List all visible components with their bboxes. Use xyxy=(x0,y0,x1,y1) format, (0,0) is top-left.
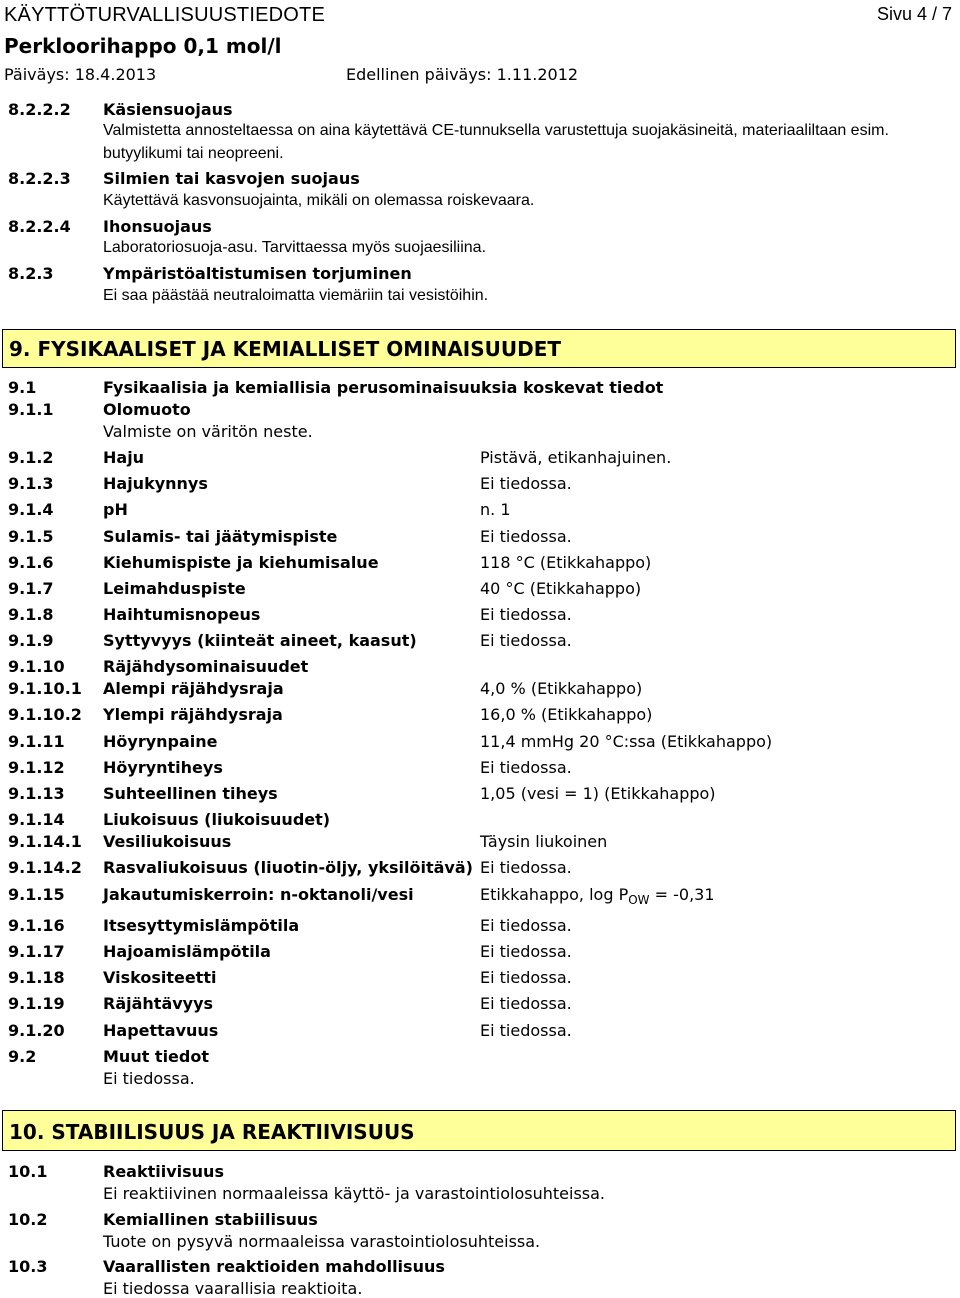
property-number: 9.1.5 xyxy=(8,527,54,546)
property-number: 9.1.17 xyxy=(8,942,65,961)
section-number: 10.3 xyxy=(8,1257,48,1276)
property-value: n. 1 xyxy=(480,500,511,519)
property-number: 9.1.9 xyxy=(8,631,54,650)
property-number: 9.1.14.1 xyxy=(8,832,82,851)
section-title: Reaktiivisuus xyxy=(103,1162,224,1181)
property-value: Ei tiedossa. xyxy=(480,527,572,546)
section-title: Ympäristöaltistumisen torjuminen xyxy=(103,264,412,283)
property-number: 9.1.13 xyxy=(8,784,65,803)
previous-revision-date: Edellinen päiväys: 1.11.2012 xyxy=(346,65,579,84)
property-number: 9.1.2 xyxy=(8,448,54,467)
property-label: Jakautumiskerroin: n-oktanoli/vesi xyxy=(103,885,414,904)
property-label: Syttyvyys (kiinteät aineet, kaasut) xyxy=(103,631,417,650)
property-number: 9.1.8 xyxy=(8,605,54,624)
section-heading: 9. FYSIKAALISET JA KEMIALLISET OMINAISUUDET xyxy=(9,337,562,361)
section-number: 8.2.3 xyxy=(8,264,54,283)
property-number: 9.1.3 xyxy=(8,474,54,493)
property-value: 1,05 (vesi = 1) (Etikkahappo) xyxy=(480,784,716,803)
product-name: Perkloorihappo 0,1 mol/l xyxy=(4,34,282,58)
section-number: 9.1 xyxy=(8,378,37,397)
property-label: Sulamis- tai jäätymispiste xyxy=(103,527,338,546)
section-heading: 10. STABIILISUUS JA REAKTIIVISUUS xyxy=(9,1120,415,1144)
property-value: 40 °C (Etikkahappo) xyxy=(480,579,642,598)
section-title: Olomuoto xyxy=(103,400,191,419)
property-value: Täysin liukoinen xyxy=(480,832,608,851)
property-number: 9.1.10.1 xyxy=(8,679,82,698)
section-text: Laboratoriosuoja-asu. Tarvittaessa myös suojaesiliina. xyxy=(103,239,487,256)
property-label: pH xyxy=(103,500,128,519)
property-value: Ei tiedossa. xyxy=(480,916,572,935)
property-value: 4,0 % (Etikkahappo) xyxy=(480,679,643,698)
property-label: Alempi räjähdysraja xyxy=(103,679,284,698)
property-label: Liukoisuus (liukoisuudet) xyxy=(103,810,331,829)
property-label: Räjähtävyys xyxy=(103,994,214,1013)
section-text: butyylikumi tai neopreeni. xyxy=(103,145,284,162)
logp-label: Etikkahappo, log P xyxy=(480,885,629,904)
section-title: Muut tiedot xyxy=(103,1047,209,1066)
section-title: Silmien tai kasvojen suojaus xyxy=(103,169,360,188)
property-value: Ei tiedossa. xyxy=(480,858,572,877)
property-label: Höyryntiheys xyxy=(103,758,223,777)
property-number: 9.1.14.2 xyxy=(8,858,82,877)
property-number: 9.1.15 xyxy=(8,885,65,904)
property-label: Itsesyttymislämpötila xyxy=(103,916,300,935)
property-label: Rasvaliukoisuus (liuotin-öljy, yksilöitävä) xyxy=(103,858,473,877)
property-value: Ei tiedossa. xyxy=(480,1021,572,1040)
property-value: 16,0 % (Etikkahappo) xyxy=(480,705,653,724)
property-label: Hapettavuus xyxy=(103,1021,219,1040)
property-number: 9.1.10 xyxy=(8,657,65,676)
property-value: Pistävä, etikanhajuinen. xyxy=(480,448,672,467)
section-9-heading-banner xyxy=(2,329,956,368)
logp-subscript: OW xyxy=(628,893,650,907)
property-label: Ylempi räjähdysraja xyxy=(103,705,283,724)
section-title: Ihonsuojaus xyxy=(103,217,212,236)
section-title: Fysikaalisia ja kemiallisia perusominaisuuksia koskevat tiedot xyxy=(103,378,664,397)
section-10-heading-banner xyxy=(2,1110,956,1151)
property-label: Hajoamislämpötila xyxy=(103,942,271,961)
section-title: Kemiallinen stabiilisuus xyxy=(103,1210,318,1229)
section-text: Tuote on pysyvä normaaleissa varastointiolosuhteissa. xyxy=(103,1232,541,1251)
property-number: 9.1.12 xyxy=(8,758,65,777)
property-value: 118 °C (Etikkahappo) xyxy=(480,553,652,572)
property-value: Ei tiedossa. xyxy=(480,942,572,961)
property-label: Höyrynpaine xyxy=(103,732,218,751)
property-label: Haju xyxy=(103,448,145,467)
section-text: Käytettävä kasvonsuojainta, mikäli on olemassa roiskevaara. xyxy=(103,192,535,209)
property-value xyxy=(480,885,715,907)
property-number: 9.1.7 xyxy=(8,579,54,598)
property-value: Ei tiedossa. xyxy=(480,994,572,1013)
section-number: 10.2 xyxy=(8,1210,48,1229)
property-number: 9.1.20 xyxy=(8,1021,65,1040)
property-number: 9.1.19 xyxy=(8,994,65,1013)
property-label: Kiehumispiste ja kiehumisalue xyxy=(103,553,379,572)
property-number: 9.1.4 xyxy=(8,500,54,519)
property-number: 9.1.18 xyxy=(8,968,65,987)
property-label: Vesiliukoisuus xyxy=(103,832,232,851)
property-value: Ei tiedossa. xyxy=(480,631,572,650)
section-number: 8.2.2.2 xyxy=(8,100,71,119)
property-number: 9.1.10.2 xyxy=(8,705,82,724)
page-number: Sivu 4 / 7 xyxy=(876,4,952,24)
property-value: Ei tiedossa. xyxy=(480,474,572,493)
section-title: Vaarallisten reaktioiden mahdollisuus xyxy=(103,1257,445,1276)
property-value: 11,4 mmHg 20 °C:ssa (Etikkahappo) xyxy=(480,732,773,751)
section-text: Valmiste on väritön neste. xyxy=(103,422,313,441)
property-label: Hajukynnys xyxy=(103,474,208,493)
section-text: Valmistetta annosteltaessa on aina käytettävä CE-tunnuksella varustettuja suojakäsineitä, materiaaliltaan esim. xyxy=(103,122,889,139)
section-title: Käsiensuojaus xyxy=(103,100,233,119)
property-value: Ei tiedossa. xyxy=(480,605,572,624)
section-number: 10.1 xyxy=(8,1162,48,1181)
section-number: 8.2.2.4 xyxy=(8,217,71,236)
revision-date: Päiväys: 18.4.2013 xyxy=(4,65,157,84)
property-label: Leimahduspiste xyxy=(103,579,246,598)
property-value: Ei tiedossa. xyxy=(480,968,572,987)
property-number: 9.1.6 xyxy=(8,553,54,572)
document-title: KÄYTTÖTURVALLISUUSTIEDOTE xyxy=(4,4,325,26)
property-number: 9.1.14 xyxy=(8,810,65,829)
section-text: Ei tiedossa. xyxy=(103,1069,195,1088)
section-number: 9.2 xyxy=(8,1047,37,1066)
section-text: Ei reaktiivinen normaaleissa käyttö- ja varastointiolosuhteissa. xyxy=(103,1184,605,1203)
property-value: Ei tiedossa. xyxy=(480,758,572,777)
section-text: Ei tiedossa vaarallisia reaktioita. xyxy=(103,1279,363,1298)
property-number: 9.1.11 xyxy=(8,732,65,751)
section-number: 9.1.1 xyxy=(8,400,54,419)
section-text: Ei saa päästää neutraloimatta viemäriin tai vesistöihin. xyxy=(103,287,489,304)
property-label: Suhteellinen tiheys xyxy=(103,784,278,803)
logp-value: = -0,31 xyxy=(649,885,715,904)
property-label: Haihtumisnopeus xyxy=(103,605,261,624)
property-label: Räjähdysominaisuudet xyxy=(103,657,309,676)
section-number: 8.2.2.3 xyxy=(8,169,71,188)
property-label: Viskositeetti xyxy=(103,968,217,987)
property-number: 9.1.16 xyxy=(8,916,65,935)
